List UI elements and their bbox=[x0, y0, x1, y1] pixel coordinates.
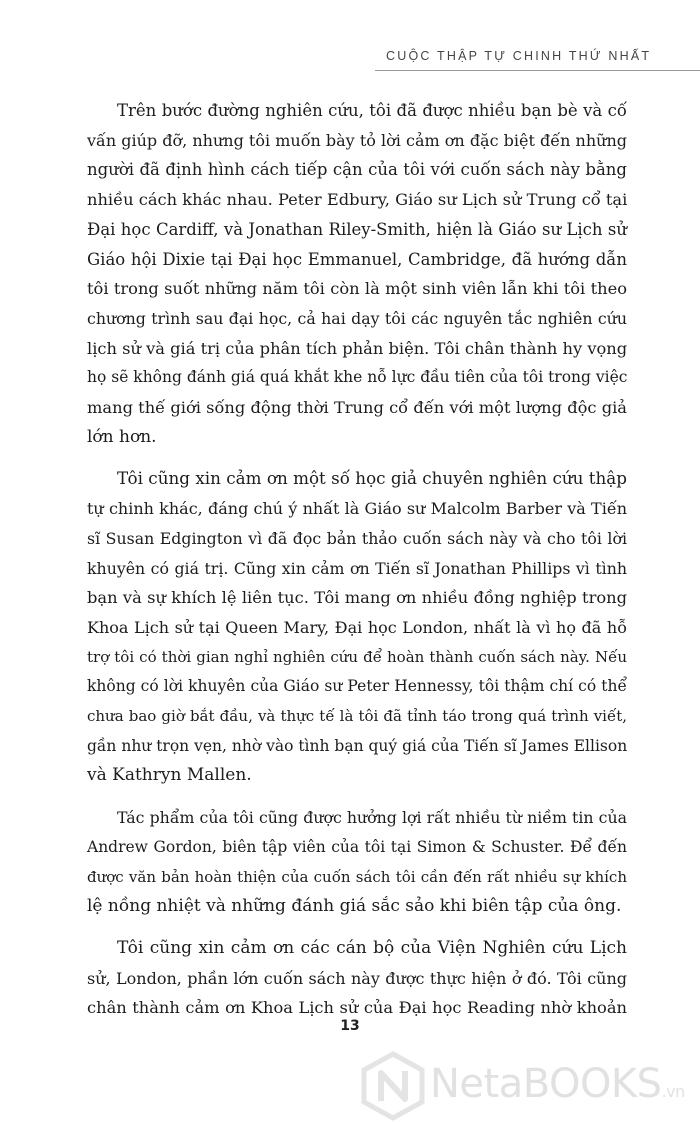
text-line: chân thành cảm ơn Khoa Lịch sử của Đại học Reading nhờ khoản bbox=[87, 998, 627, 1018]
text-line: được văn bản hoàn thiện của cuốn sách tôi cần đến rất nhiều sự khích bbox=[87, 867, 627, 886]
page-number: 13 bbox=[340, 1018, 360, 1034]
text-line: vấn giúp đỡ, nhưng tôi muốn bày tỏ lời cảm ơn đặc biệt đến những bbox=[87, 130, 627, 150]
text-line: sĩ Susan Edgington vì đã đọc bản thảo cuốn sách này và cho tôi lời bbox=[87, 528, 627, 548]
text-line: Tôi cũng xin cảm ơn các cán bộ của Viện Nghiên cứu Lịch bbox=[117, 937, 627, 958]
text-line: sử, London, phần lớn cuốn sách này được thực hiện ở đó. Tôi cũng bbox=[87, 968, 627, 988]
text-line: lớn hơn. bbox=[87, 426, 157, 447]
watermark bbox=[360, 1051, 700, 1121]
header-rule bbox=[375, 70, 700, 71]
text-line: nhiều cách khác nhau. Peter Edbury, Giáo sư Lịch sử Trung cổ tại bbox=[87, 190, 628, 210]
text-line: Đại học Cardiff, và Jonathan Riley-Smith, hiện là Giáo sư Lịch sử bbox=[87, 219, 627, 239]
text-line: chưa bao giờ bắt đầu, và thực tế là tôi đã tỉnh táo trong quá trình viết, bbox=[87, 707, 627, 726]
text-line: tự chinh khác, đáng chú ý nhất là Giáo sư Malcolm Barber và Tiến bbox=[87, 499, 627, 519]
text-line: bạn và sự khích lệ liên tục. Tôi mang ơn nhiều đồng nghiệp trong bbox=[87, 588, 627, 608]
text-line: khuyên có giá trị. Cũng xin cảm ơn Tiến sĩ Jonathan Phillips vì tình bbox=[87, 558, 627, 578]
text-line: Tôi cũng xin cảm ơn một số học giả chuyên nghiên cứu thập bbox=[117, 468, 627, 489]
paragraph bbox=[87, 96, 627, 452]
body-text bbox=[87, 96, 627, 1035]
running-head: CUỘC THẬP TỰ CHINH THỨ NHẤT bbox=[386, 49, 652, 63]
text-line: và Kathryn Mallen. bbox=[87, 765, 252, 786]
text-line: tôi trong suốt những năm tôi còn là một sinh viên lẫn khi tôi theo bbox=[87, 279, 627, 299]
watermark-suffix: .vn bbox=[661, 1082, 685, 1101]
text-line: lệ nồng nhiệt và những đánh giá sắc sảo khi biên tập của ông. bbox=[87, 896, 622, 917]
watermark-text bbox=[430, 1061, 685, 1107]
text-line: gần như trọn vẹn, nhờ vào tình bạn quý giá của Tiến sĩ James Ellison bbox=[87, 736, 628, 755]
paragraph bbox=[87, 803, 627, 922]
text-line: Tác phẩm của tôi cũng được hưởng lợi rất nhiều từ niềm tin của bbox=[117, 808, 627, 828]
text-line: Trên bước đường nghiên cứu, tôi đã được nhiều bạn bè và cố bbox=[117, 101, 627, 120]
watermark-brand: NetaBOOKS bbox=[430, 1061, 662, 1107]
text-line: Giáo hội Dixie tại Đại học Emmanuel, Cambridge, đã hướng dẫn bbox=[87, 249, 627, 269]
text-line: mang thế giới sống động thời Trung cổ đến với một lượng độc giả bbox=[87, 398, 627, 418]
text-line: chương trình sau đại học, cả hai dạy tôi các nguyên tắc nghiên cứu bbox=[87, 308, 627, 328]
text-line: trợ tôi có thời gian nghỉ nghiên cứu để hoàn thành cuốn sách này. Nếu bbox=[87, 647, 627, 666]
text-line: họ sẽ không đánh giá quá khắt khe nỗ lực đầu tiên của tôi trong việc bbox=[87, 368, 628, 387]
paragraph bbox=[87, 464, 627, 791]
text-line: người đã định hình cách tiếp cận của tôi với cuốn sách này bằng bbox=[87, 160, 627, 180]
text-line: lịch sử và giá trị của phân tích phản biện. Tôi chân thành hy vọng bbox=[87, 338, 628, 358]
text-line: Khoa Lịch sử tại Queen Mary, Đại học London, nhất là vì họ đã hỗ bbox=[87, 617, 627, 637]
netabooks-logo-icon bbox=[360, 1051, 426, 1121]
text-line: không có lời khuyên của Giáo sư Peter Hennessy, tôi thậm chí có thể bbox=[87, 677, 627, 696]
text-line: Andrew Gordon, biên tập viên của tôi tại Simon & Schuster. Để đến bbox=[87, 837, 627, 856]
paragraph bbox=[87, 934, 627, 1023]
